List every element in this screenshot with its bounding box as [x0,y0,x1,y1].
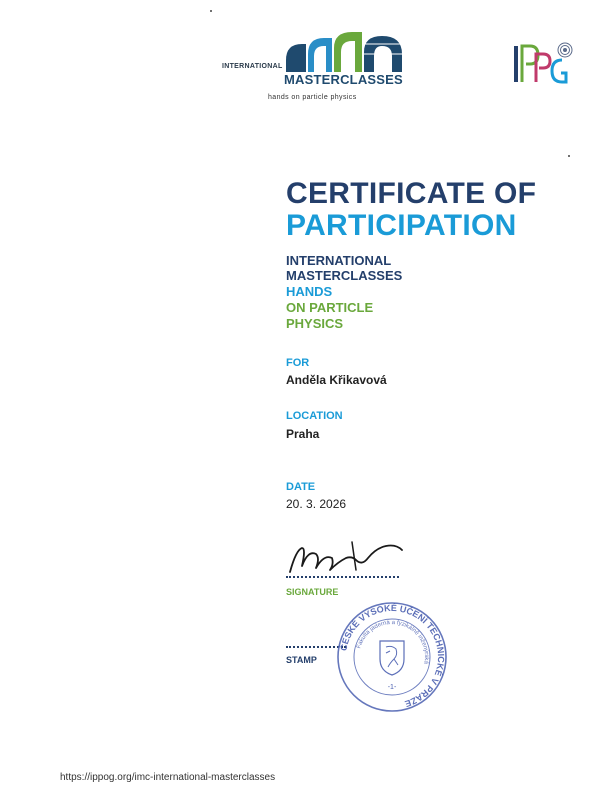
subtitle-line: HANDS [286,284,333,299]
ippog-logo [512,40,576,90]
signature-line [286,576,399,578]
stamp-number: -1- [387,684,397,691]
certificate-title-line-1: CERTIFICATE OF [286,177,537,210]
date-value: 20. 3. 2026 [286,497,347,511]
signature-label: SIGNATURE [286,587,339,597]
handwritten-signature [286,536,406,580]
logo-word-masterclasses: MASTERCLASSES [284,72,403,87]
footer-url: https://ippog.org/imc-international-masterclasses [60,772,276,783]
stamp-label: STAMP [286,655,317,665]
scan-speck [210,10,212,12]
svg-text:Fakulta jaderná a fyzikálně in [356,620,429,665]
location-label: LOCATION [286,410,343,422]
university-stamp [336,601,448,713]
subtitle-line: MASTERCLASSES [286,268,403,283]
logo-tagline: hands on particle physics [268,94,357,101]
logo-word-international: INTERNATIONAL [222,63,283,70]
for-label: FOR [286,357,310,369]
imc-logo [222,30,407,110]
stamp-inner-text: Fakulta jaderná a fyzikálně inženýrská [356,619,430,665]
participant-name: Anděla Křikavová [286,373,387,387]
date-label: DATE [286,481,316,493]
ippog-logo-icon [512,40,576,90]
subtitle-line: PHYSICS [286,316,344,331]
subtitle-line: INTERNATIONAL [286,253,392,268]
stamp-outer-text: ČESKÉ VYSOKÉ UČENÍ TECHNICKÉ V PRAZE [338,602,447,710]
location-value: Praha [286,427,320,441]
certificate-title-line-2: PARTICIPATION [286,209,517,242]
scan-speck [568,155,570,157]
arches-logo-icon [284,30,404,72]
subtitle-line: ON PARTICLE [286,300,374,315]
